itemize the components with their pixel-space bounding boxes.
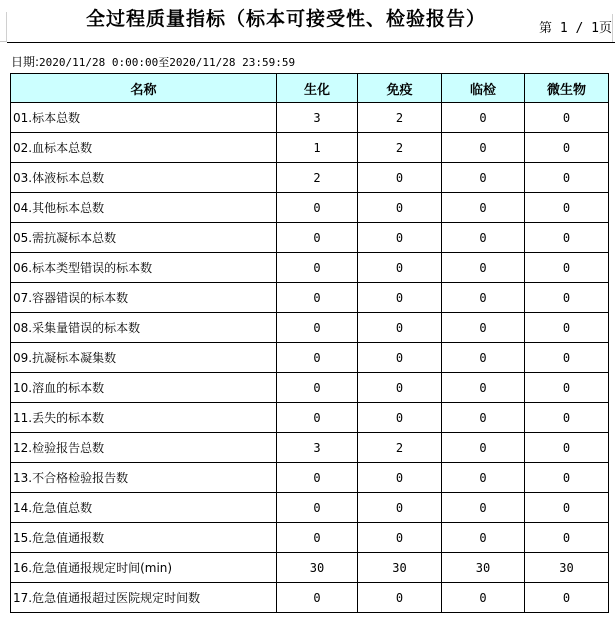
table-row [11,523,609,553]
cell-value: 0 [525,343,609,373]
row-label: 02.血标本总数 [11,133,277,163]
cell-value: 0 [442,193,525,223]
table-row [11,583,609,613]
column-header-micro: 微生物 [525,74,609,103]
table-row [11,463,609,493]
cell-value: 0 [442,403,525,433]
cell-value: 0 [442,283,525,313]
cell-value: 0 [442,253,525,283]
cell-value: 0 [277,583,358,613]
row-label: 07.容器错误的标本数 [11,283,277,313]
cell-value: 0 [358,283,442,313]
page-border-left [6,12,7,42]
cell-value: 0 [442,463,525,493]
cell-value: 0 [525,313,609,343]
cell-value: 0 [525,493,609,523]
row-label: 04.其他标本总数 [11,193,277,223]
cell-value: 0 [358,343,442,373]
cell-value: 0 [442,163,525,193]
row-label: 06.标本类型错误的标本数 [11,253,277,283]
report-title: 全过程质量指标（标本可接受性、检验报告） [86,8,487,30]
row-label: 11.丢失的标本数 [11,403,277,433]
page-border-tick [0,41,7,42]
date-range-line [11,53,295,70]
cell-value: 3 [277,433,358,463]
row-label: 16.危急值通报规定时间(min) [11,553,277,583]
row-label: 14.危急值总数 [11,493,277,523]
cell-value: 0 [277,283,358,313]
table-row [11,193,609,223]
cell-value: 30 [358,553,442,583]
column-header-name: 名称 [11,74,277,103]
column-header-immuno: 免疫 [358,74,442,103]
date-range-value: 2020/11/28 0:00:00至2020/11/28 23:59:59 [39,56,296,69]
cell-value: 0 [277,523,358,553]
cell-value: 0 [358,193,442,223]
cell-value: 2 [277,163,358,193]
cell-value: 0 [277,253,358,283]
cell-value: 30 [442,553,525,583]
cell-value: 0 [358,373,442,403]
table-row [11,283,609,313]
column-header-clinical: 临检 [442,74,525,103]
cell-value: 0 [277,373,358,403]
cell-value: 0 [277,313,358,343]
date-label: 日期: [11,55,40,69]
cell-value: 0 [358,583,442,613]
page-border-right [612,14,613,42]
cell-value: 0 [277,463,358,493]
table-row [11,403,609,433]
table-row [11,553,609,583]
cell-value: 0 [277,403,358,433]
cell-value: 0 [442,223,525,253]
cell-value: 0 [277,493,358,523]
cell-value: 0 [442,433,525,463]
cell-value: 0 [442,493,525,523]
cell-value: 3 [277,103,358,133]
cell-value: 0 [277,223,358,253]
table-row [11,373,609,403]
cell-value: 0 [358,313,442,343]
table-row [11,163,609,193]
cell-value: 0 [525,583,609,613]
row-label: 03.体液标本总数 [11,163,277,193]
row-label: 01.标本总数 [11,103,277,133]
table-row [11,343,609,373]
cell-value: 0 [525,373,609,403]
table-row [11,313,609,343]
cell-value: 0 [442,313,525,343]
cell-value: 1 [277,133,358,163]
cell-value: 2 [358,133,442,163]
row-label: 10.溶血的标本数 [11,373,277,403]
table-row [11,253,609,283]
row-label: 17.危急值通报超过医院规定时间数 [11,583,277,613]
cell-value: 0 [525,403,609,433]
cell-value: 0 [442,373,525,403]
cell-value: 30 [525,553,609,583]
cell-value: 0 [277,343,358,373]
cell-value: 0 [525,463,609,493]
cell-value: 2 [358,103,442,133]
cell-value: 0 [277,193,358,223]
table-row [11,493,609,523]
quality-indicator-table [10,73,609,613]
cell-value: 0 [525,433,609,463]
cell-value: 0 [358,523,442,553]
cell-value: 0 [358,253,442,283]
cell-value: 0 [358,493,442,523]
cell-value: 0 [525,163,609,193]
cell-value: 0 [525,133,609,163]
cell-value: 0 [525,103,609,133]
column-header-biochem: 生化 [277,74,358,103]
cell-value: 0 [358,223,442,253]
row-label: 12.检验报告总数 [11,433,277,463]
table-row [11,133,609,163]
cell-value: 0 [525,523,609,553]
cell-value: 0 [358,463,442,493]
cell-value: 0 [525,283,609,313]
cell-value: 0 [442,133,525,163]
cell-value: 0 [525,193,609,223]
cell-value: 0 [442,523,525,553]
cell-value: 2 [358,433,442,463]
row-label: 05.需抗凝标本总数 [11,223,277,253]
cell-value: 0 [358,163,442,193]
table-row [11,433,609,463]
cell-value: 0 [442,343,525,373]
cell-value: 0 [442,583,525,613]
table-row [11,103,609,133]
row-label: 13.不合格检验报告数 [11,463,277,493]
cell-value: 0 [525,253,609,283]
cell-value: 0 [525,223,609,253]
cell-value: 0 [442,103,525,133]
row-label: 15.危急值通报数 [11,523,277,553]
cell-value: 0 [358,403,442,433]
cell-value: 30 [277,553,358,583]
page-indicator: 第 1 / 1页 [539,21,612,36]
table-row [11,223,609,253]
row-label: 09.抗凝标本凝集数 [11,343,277,373]
row-label: 08.采集量错误的标本数 [11,313,277,343]
title-divider [7,42,615,43]
table-header-row [11,74,609,103]
